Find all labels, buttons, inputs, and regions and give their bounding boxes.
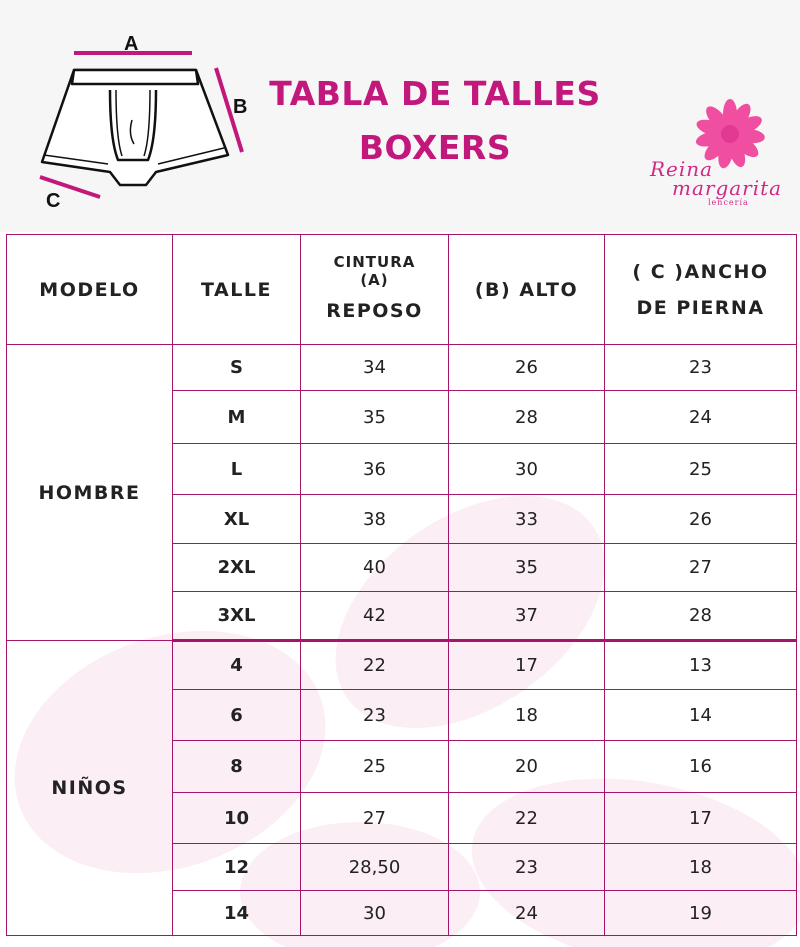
- talle-cell: 12: [173, 844, 301, 891]
- talle-cell: M: [173, 391, 301, 444]
- alto-cell: 28: [449, 391, 605, 444]
- logo-text-reina: Reina: [650, 157, 714, 181]
- model-hombre: HOMBRE: [7, 345, 173, 641]
- talle-cell: 3XL: [173, 592, 301, 641]
- model-ninos: NIÑOS: [7, 641, 173, 936]
- header-ancho-line2: DE PIERNA: [636, 296, 765, 319]
- cintura-cell: 22: [301, 641, 449, 690]
- table-row: [7, 641, 797, 690]
- alto-cell: 37: [449, 592, 605, 641]
- ancho-cell: 14: [605, 690, 797, 741]
- header-talle: TALLE: [173, 235, 301, 345]
- header-ancho: [605, 235, 797, 345]
- page-subtitle: BOXERS: [358, 128, 512, 167]
- logo-text-lenceria: lencería: [708, 198, 749, 207]
- cintura-cell: 36: [301, 444, 449, 495]
- table-row: [7, 345, 797, 391]
- cintura-cell: 42: [301, 592, 449, 641]
- alto-cell: 24: [449, 891, 605, 936]
- boxer-outline: [42, 70, 228, 185]
- talle-cell: 2XL: [173, 544, 301, 592]
- alto-cell: 22: [449, 793, 605, 844]
- cintura-cell: 34: [301, 345, 449, 391]
- ancho-cell: 17: [605, 793, 797, 844]
- boxer-diagram: [0, 0, 270, 232]
- talle-cell: S: [173, 345, 301, 391]
- cintura-cell: 25: [301, 741, 449, 793]
- alto-cell: 30: [449, 444, 605, 495]
- talle-cell: L: [173, 444, 301, 495]
- ancho-cell: 18: [605, 844, 797, 891]
- measure-b-label: B: [233, 96, 248, 118]
- talle-cell: 14: [173, 891, 301, 936]
- cintura-cell: 35: [301, 391, 449, 444]
- measure-c-label: C: [46, 190, 61, 212]
- logo-text-margarita: margarita: [672, 176, 783, 200]
- cintura-cell: 28,50: [301, 844, 449, 891]
- alto-cell: 35: [449, 544, 605, 592]
- alto-cell: 23: [449, 844, 605, 891]
- size-table: [6, 234, 797, 936]
- alto-cell: 33: [449, 495, 605, 544]
- alto-cell: 26: [449, 345, 605, 391]
- header-alto: (B) ALTO: [449, 235, 605, 345]
- ancho-cell: 25: [605, 444, 797, 495]
- header-cintura-top: CINTURA: [333, 252, 416, 271]
- header-cintura-bottom: REPOSO: [326, 299, 423, 322]
- header-ancho-line1: ( C )ANCHO: [632, 260, 769, 283]
- talle-cell: 8: [173, 741, 301, 793]
- cintura-cell: 40: [301, 544, 449, 592]
- ancho-cell: 27: [605, 544, 797, 592]
- ancho-cell: 24: [605, 391, 797, 444]
- ancho-cell: 23: [605, 345, 797, 391]
- alto-cell: 18: [449, 690, 605, 741]
- talle-cell: 4: [173, 641, 301, 690]
- measure-a-label: A: [124, 33, 139, 55]
- cintura-cell: 38: [301, 495, 449, 544]
- header-cintura-mid: (A): [360, 270, 389, 289]
- talle-cell: XL: [173, 495, 301, 544]
- ancho-cell: 26: [605, 495, 797, 544]
- cintura-cell: 23: [301, 690, 449, 741]
- talle-cell: 10: [173, 793, 301, 844]
- ancho-cell: 28: [605, 592, 797, 641]
- cintura-cell: 30: [301, 891, 449, 936]
- header-modelo: MODELO: [7, 235, 173, 345]
- ancho-cell: 19: [605, 891, 797, 936]
- ancho-cell: 16: [605, 741, 797, 793]
- talle-cell: 6: [173, 690, 301, 741]
- page-title: TABLA DE TALLES: [269, 74, 601, 113]
- ancho-cell: 13: [605, 641, 797, 690]
- header-cintura: [301, 235, 449, 345]
- cintura-cell: 27: [301, 793, 449, 844]
- alto-cell: 17: [449, 641, 605, 690]
- alto-cell: 20: [449, 741, 605, 793]
